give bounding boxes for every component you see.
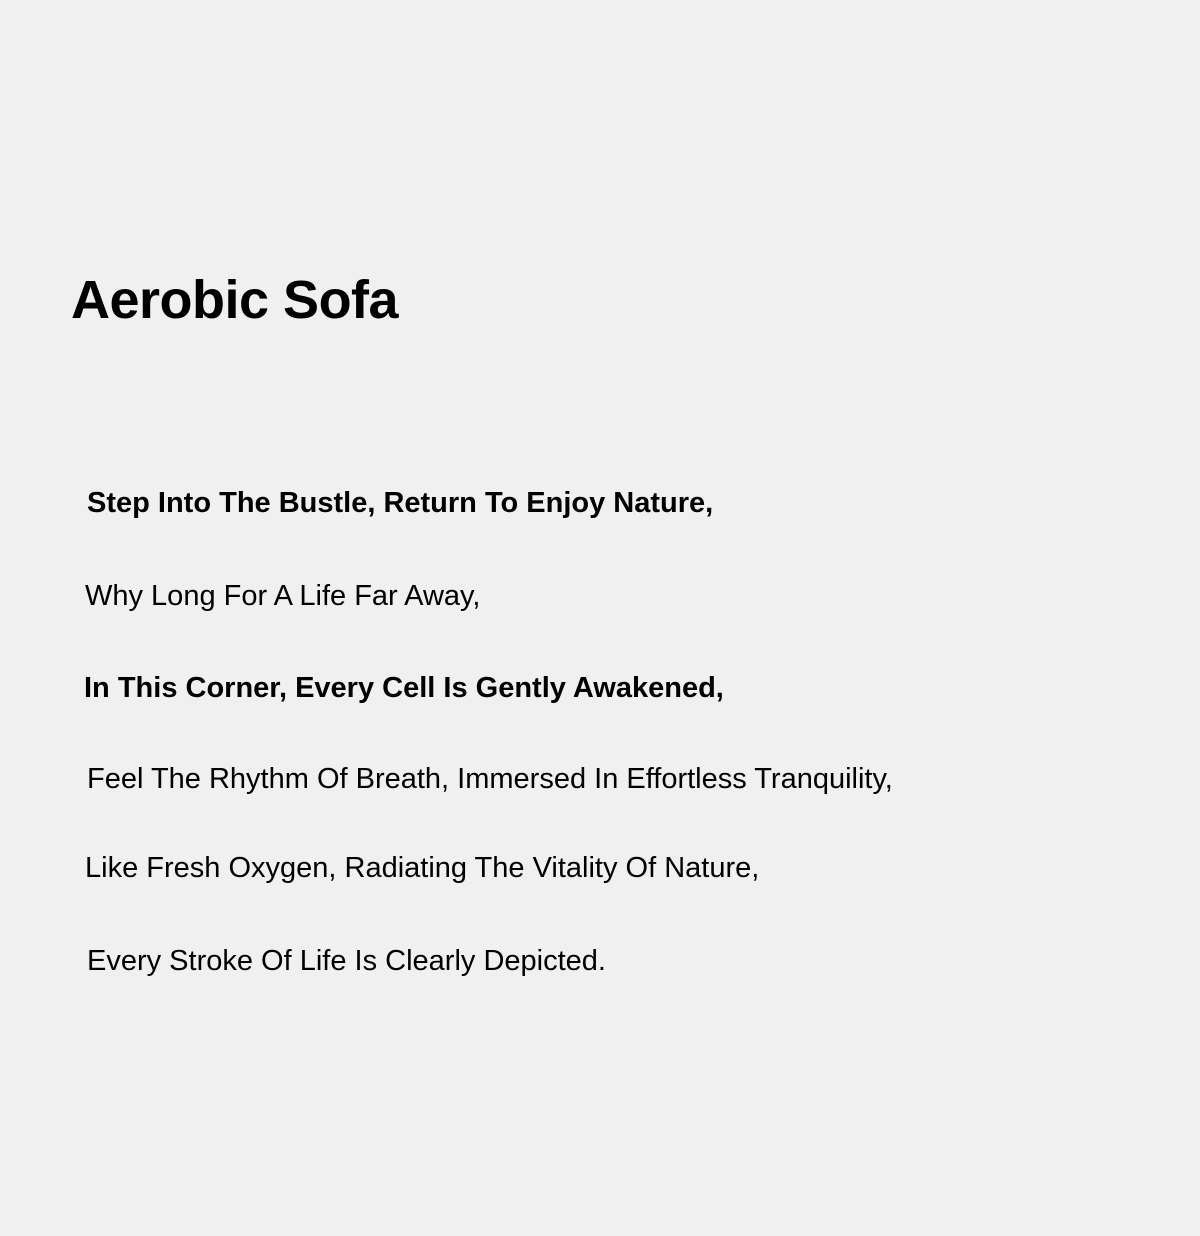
poem-line-5: Like Fresh Oxygen, Radiating The Vitality Of Nature, <box>85 852 760 884</box>
poem-line-4: Feel The Rhythm Of Breath, Immersed In Effortless Tranquility, <box>87 763 893 795</box>
poem-line-1: Step Into The Bustle, Return To Enjoy Nature, <box>87 487 714 519</box>
poem-line-6: Every Stroke Of Life Is Clearly Depicted. <box>87 945 606 977</box>
page-title: Aerobic Sofa <box>71 270 399 330</box>
poem-line-3: In This Corner, Every Cell Is Gently Awakened, <box>84 672 724 704</box>
poem-line-2: Why Long For A Life Far Away, <box>85 580 481 612</box>
